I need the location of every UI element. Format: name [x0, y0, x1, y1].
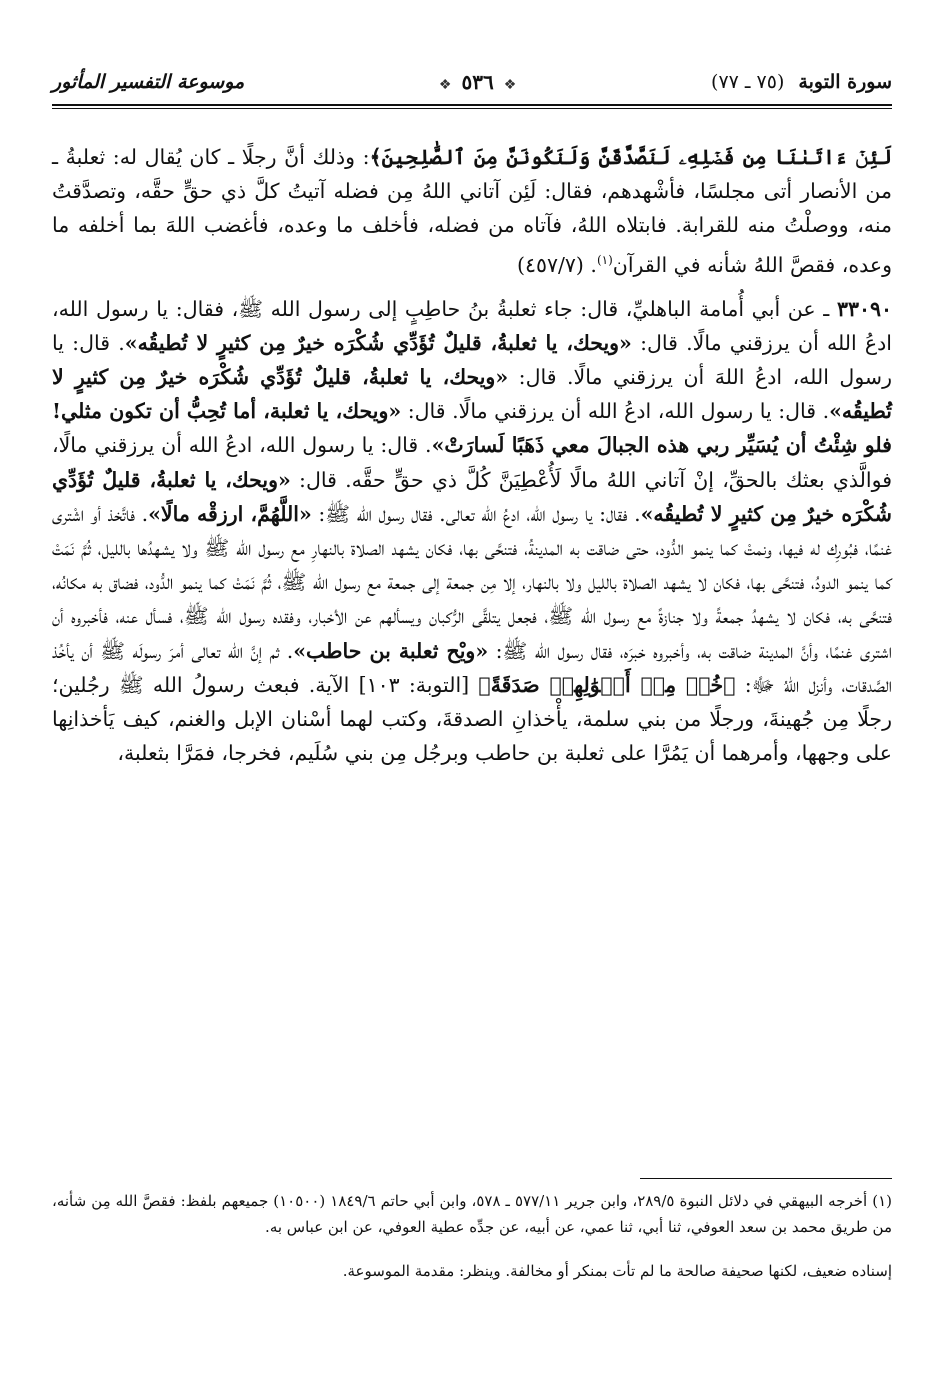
ornament-icon: ❖ — [503, 77, 517, 93]
prophet-quote: «ويحك، يا ثعلبةُ، قليلٌ تُؤَدِّي شُكْرَه خيرٌ مِن كثيرٍ لا تُطيقُه» — [124, 330, 632, 355]
header-rule-thin — [52, 108, 892, 109]
hadith-text: . فاتَّخذ أو اشْترى غنمًا، فبُورِك له فيها، ونمتْ كما ينمو الدُّود، حتى ضاقت به المدينةُ، فتنحَّى بها، فكان يشهد الصلاة بالنهارِ مع رسول الله ﷺ ولا يشهدُها بالليل، ثُمَّ نَمَتْ كما ينمو الدودُ، فتنحَّى بها، فكان لا يشهد الصلاة بالليل ولا بالنهار، إلا مِن جمعة إلى جمعة مع رسول الله ﷺ، ثُمَّ نَمَتْ كما ينمو الدُّود، فضاق به مكانُه، فتنحَّى به، فكان لا يشهدُ جمعةً ولا جنازةً مع رسول الله ﷺ، فجعل يتلقَّى الرُّكبان ويسألهم عن الأخبار، وفقده رسول الله ﷺ، فسأل عنه، فأخبروه أن اشترى غنمًا، وأنَّ المدينة ضاقت به، وأخبروه خبرَه، فقال رسول الله ﷺ: — [52, 501, 893, 663]
ornament-icon: ❖ — [438, 77, 452, 93]
book-title: موسوعة التفسير المأثور — [52, 71, 245, 93]
hadith-text: . ثم إنَّ الله تعالى أمرَ رسولَه ﷺ أن يأخُذ الصَّدقات، وأنزل اللهُ ﷻ: — [52, 638, 893, 697]
running-header — [52, 62, 892, 102]
header-book-group — [52, 71, 244, 93]
footnote-1: (١) أخرجه البيهقي في دلائل النبوة ٢٨٩/٥، وابن جرير ٥٧٧/١١ ـ ٥٧٨، وابن أبي حاتم ١٨٤٩/٦ (١٠٥٠٠) جميعهم بلفظ: فقصَّ الله مِن شأنه، من طريق محمد بن سعد العوفي، ثنا أبي، ثنا عمي، عن أبيه، عن جدِّه عطية العوفي، عن ابن عباس به. — [52, 1192, 892, 1236]
hadith-text: [التوبة: ١٠٣] الآية. فبعث رسولُ الله ﷺ رجُلين؛ رجلًا مِن جُهينةَ، ورجلًا من بني سلمة، يأْخذانِ الصدقةَ، وكتب لهما أسْنان الإبل والغنم، كيف يَأخذانِها على وجهها، وأمرهما أن يَمُرَّا على ثعلبة بن حاطب وبرجُل مِن بني سُلَيم، فخرجا، فمَرَّا بثعلبة، — [52, 672, 892, 766]
header-page-group — [435, 70, 520, 94]
prophet-quote: «ويحك، يا ثعلبة، أما تُحِبُّ أن تكون مثلي! فلو شِئْتُ أن يُسَيِّر ربي هذه الجبالَ معي ذَهَبًا لَسارَتْ» — [52, 399, 892, 458]
paragraph-intro — [52, 140, 892, 282]
prophet-quote: «ويحك، يا ثعلبةُ، قليلٌ تُؤَدِّي شُكْرَه خيرٌ مِن كثيرٍ لا تُطيقُه» — [52, 365, 892, 424]
quran-quote: لَئِنۡ ءَاتَىٰنَا مِن فَضۡلِهِۦ لَنَصَّدَّقَنَّ وَلَنَكُونَنَّ مِنَ ٱلصَّٰلِحِينَ﴾ — [369, 145, 892, 169]
header-rule — [52, 104, 892, 106]
prophet-quote: «ويحك، يا ثعلبةُ، قليلٌ تُؤَدِّي شُكْرَه خيرٌ مِن كثيرٍ لا تُطيقُه» — [52, 467, 892, 526]
verse-range: (٧٥ ـ ٧٧) — [711, 71, 785, 93]
hadith-text: . قال: يا رسول الله، ادعُ الله أن يرزقني مالًا. قال: — [401, 399, 830, 424]
hadith-text: ـ عن أبي أُمامة الباهليِّ، قال: جاء ثعلبةُ بنُ حاطِبٍ إلى رسول الله ﷺ، فقال: يا رسول الله، ادعُ الله أن يرزقني مالًا. قال: — [52, 296, 892, 355]
hadith-text: . قال: يا رسول الله، ادعُ الله أن يرزقني مالًا، فوالَّذي بعثك بالحقِّ، إنْ آتاني اللهُ مالًا لَأُعْطِيَنَّ كُلَّ ذي حقٍّ حقَّه. قال: — [52, 433, 892, 492]
main-text — [52, 140, 892, 770]
volume-reference: . (٤٥٧/٧) — [516, 252, 597, 277]
page-number: ٥٣٦ — [461, 70, 494, 94]
prophet-quote: «ويْح ثعلبة بن حاطب» — [293, 638, 489, 663]
surah-title: سورة التوبة — [798, 71, 892, 93]
footnote-rule — [640, 1178, 892, 1179]
header-surah-group — [711, 71, 892, 93]
hadith-number: ٣٣٠٩٠ — [836, 296, 892, 321]
paragraph-hadith — [52, 292, 892, 771]
footnotes — [52, 1188, 892, 1284]
footnote-note: إسناده ضعيف، لكنها صحيفة صالحة ما لم تأت بمنكر أو مخالفة. وينظر: مقدمة الموسوعة. — [342, 1262, 892, 1280]
paragraph-text: : وذلك أنَّ رجلًا ـ كان يُقال له: ثعلبةُ ـ من الأنصار أتى مجلسًا، فأشْهدهم، فقال: لَئِن آتاني اللهُ مِن فضله آتيتُ كلَّ ذي حقٍّ حقَّه، وتصدَّقتُ منه، ووصلْتُ منه للقرابة. فابتلاه اللهُ، فآتاه من فضله، فأخلف ما وعده، فأغضب اللهَ بما أخلفه ما وعده، فقصَّ اللهُ شأنه في القرآن — [52, 145, 892, 277]
footnote-ref: (١) — [596, 252, 613, 267]
quran-quote: ﴿خُذۡ مِنۡ أَمۡوَٰلِهِمۡ صَدَقَةً﴾ — [478, 672, 736, 697]
prophet-quote: «اللَّهُمَّ، ارزقْه مالًا» — [148, 501, 312, 526]
hadith-text: . فقال: يا رسول الله، ادعُ الله تعالى. فقال رسول الله ﷺ: — [311, 501, 641, 526]
hadith-text: . قال: يا رسول الله، ادعُ اللهَ أن يرزقني مالًا. قال: — [52, 330, 892, 390]
